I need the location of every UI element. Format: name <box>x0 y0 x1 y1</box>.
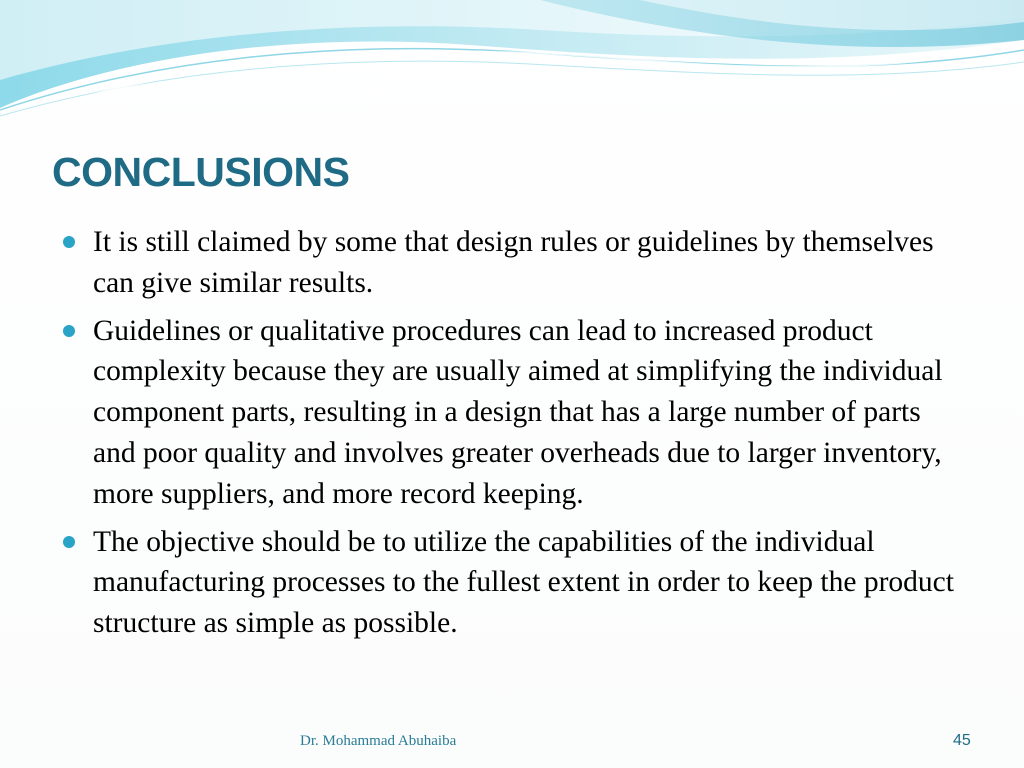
bullet-item <box>60 522 970 644</box>
bullet-item <box>60 311 970 515</box>
bullet-text: It is still claimed by some that design rules or guidelines by themselves can give similar results. <box>93 226 934 299</box>
bullet-dot-icon <box>63 325 75 337</box>
bullet-text: The objective should be to utilize the capabilities of the individual manufacturing processes to the fullest extent in order to keep the product structure as simple as possible. <box>93 525 954 640</box>
slide-title: CONCLUSIONS <box>52 149 350 195</box>
page-number: 45 <box>953 732 971 749</box>
footer-author: Dr. Mohammad Abuhaiba <box>300 733 457 749</box>
bullet-text: Guidelines or qualitative procedures can lead to increased product complexity because they are usually aimed at simplifying the individual component parts, resulting in a design that has a large number of parts and poor quality and involves greater overheads due to larger inventory, more suppliers, and more record keeping. <box>93 314 943 510</box>
header-wave-decoration <box>0 0 1024 130</box>
bullet-dot-icon <box>63 536 75 548</box>
bullet-item <box>60 222 970 304</box>
bullet-list <box>60 222 970 651</box>
bullet-dot-icon <box>63 236 75 248</box>
